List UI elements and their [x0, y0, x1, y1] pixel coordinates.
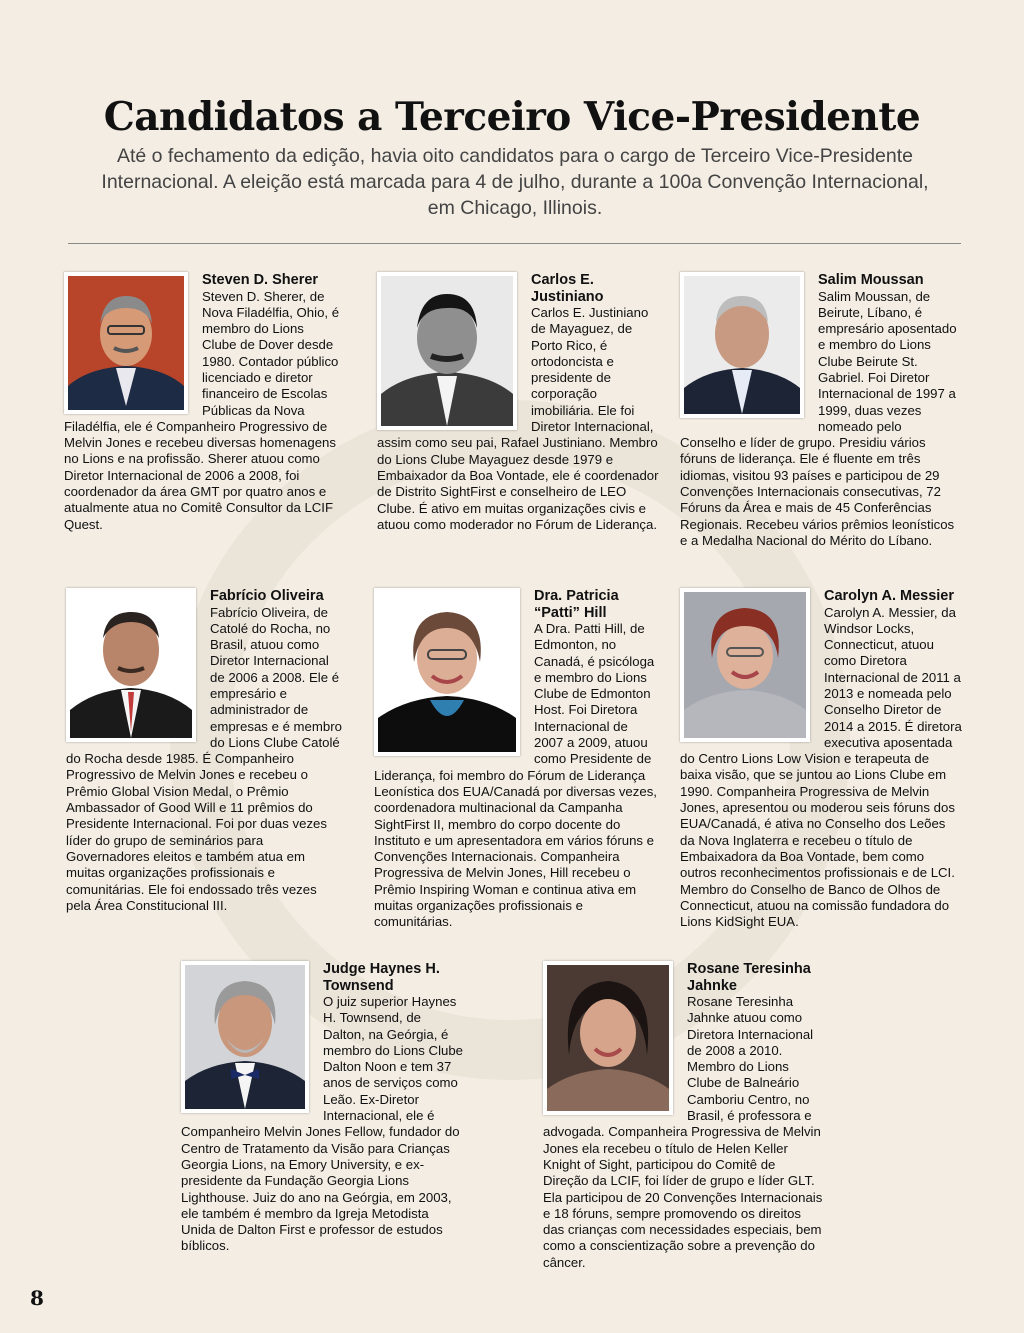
candidate-photo [64, 272, 188, 414]
candidate-bio: Rosane Teresinha Jahnke atuou como Diretora Internacional de 2008 a 2010. Membro do Lions Clube de Balneário Camboriu Centro, no Brasil, é professora e advogada. Companheira Progressiva de Melvin Jones ela recebeu o título de Helen Keller Knight of Sight, participou do Comitê de Direção da LCIF, foi líder de grupo e líder GLT. Ela participou de 20 Convenções Internacionais e 18 fóruns, sempre promovendo os direitos das crianças com necessidades especiais, bem como a conscientização sobre a prevenção do câncer. [543, 994, 823, 1270]
candidate-oliveira [66, 588, 342, 914]
candidate-photo [181, 961, 309, 1113]
page-subtitle: Até o fechamento da edição, havia oito candidatos para o cargo de Terceiro Vice-Presidente Internacional. A eleição está marcada para 4 de julho, durante a 100a Convenção Internacional, em Chicago, Illinois. [101, 145, 929, 219]
candidate-photo [374, 588, 520, 756]
candidate-bio: Carolyn A. Messier, da Windsor Locks, Connecticut, atuou como Diretora Internacional de 2011 a 2013 e nomeada pelo Conselho Diretor de 2014 a 2015. É diretora executiva aposentada do Centro Lions Low Vision e terapeuta de baixa visão, que se juntou ao Lions Clube em 1990. Companheira Progressiva de Melvin Jones, apresentou ou moderou seis fóruns dos EUA/Canadá, é ativa no Conselho dos Leões da Nova Inglaterra e recebeu o título de Embaixadora da Boa Vontade, bem como outros reconhecimentos profissionais e de LCI. Membro do Conselho de Banco de Olhos de Connecticut, atuou na comissão fundadora do Lions KidSight EUA. [680, 604, 962, 930]
candidate-bio: Carlos E. Justiniano de Mayaguez, de Porto Rico, é ortodoncista e presidente de corporação imobiliária. Ele foi Diretor Internacional, assim como seu pai, Rafael Justiniano. Membro do Lions Clube Mayaguez desde 1979 e Embaixador da Boa Vontade, ele é coordenador de Distrito SightFirst e conselheiro de LEO Clube. É ativo em muitas organizações civis e atuou como moderador no Fórum de Liderança. [377, 305, 659, 532]
page-title: Candidatos a Terceiro Vice-Presidente [103, 94, 921, 140]
candidate-photo [377, 272, 517, 430]
candidate-name: Rosane Teresinha Jahnke [687, 961, 811, 994]
candidate-justiniano [377, 272, 659, 533]
candidate-photo [66, 588, 196, 742]
candidate-hill [374, 588, 659, 931]
candidate-name: Dra. Patricia “Patti” Hill [534, 588, 619, 621]
candidate-bio: Steven D. Sherer, de Nova Filadélfia, Ohio, é membro do Lions Clube de Dover desde 1980. Contador público licenciado e diretor financeiro de Escolas Públicas da Nova Filadélfia, ele é Companheiro Progressivo de Melvin Jones e recebeu diversas homenagens no Lions e na profissão. Sherer atuou como Diretor Internacional de 2006 a 2008, foi coordenador da área GMT por quatro anos e atualmente atua no Comitê Consultor da LCIF Quest. [64, 288, 340, 532]
candidate-name: Carlos E. Justiniano [531, 272, 604, 305]
candidate-photo [543, 961, 673, 1115]
candidate-photo [680, 588, 810, 742]
divider [68, 243, 961, 244]
candidate-name: Judge Haynes H. Townsend [323, 961, 440, 994]
candidate-name: Carolyn A. Messier [824, 588, 955, 604]
candidate-bio: A Dra. Patti Hill, de Edmonton, no Canadá, é psicóloga e membro do Lions Clube de Edmonton Host. Foi Diretora Internacional de 2007 a 2009, atuou como Presidente de Liderança, foi membro do Fórum de Liderança Leonística dos EUA/Canadá por diversas vezes, coordenadora multinacional da Campanha SightFirst II, membro do corpo docente do Instituto e um apresentadora em vários fóruns e Convenções Internacionais. Companheira Progressiva de Melvin Jones, Hill recebeu o Prêmio Inspiring Woman e continua ativa em muitas organizações profissionais e comunitárias. [374, 621, 657, 930]
candidate-bio: O juiz superior Haynes H. Townsend, de Dalton, na Geórgia, é membro do Lions Clube Dalton Noon e tem 37 anos de serviços como Leão. Ex-Diretor Internacional, ele é Companheiro Melvin Jones Fellow, fundador do Centro de Tratamento da Visão para Crianças Georgia Lions, na Emory University, e ex-presidente da Fundação Georgia Lions Lighthouse. Juiz do ano na Geórgia, em 2003, ele também é membro da Igreja Metodista Unida de Dalton First e professor de estudos bíblicos. [181, 994, 464, 1254]
candidate-sherer [64, 272, 340, 533]
candidate-moussan [680, 272, 960, 549]
candidate-townsend [181, 961, 463, 1255]
page-number: 8 [30, 1286, 44, 1310]
candidate-bio: Salim Moussan, de Beirute, Líbano, é empresário aposentado e membro do Lions Clube Beirute St. Gabriel. Foi Diretor Internacional de 1997 a 1999, duas vezes nomeado pelo Conselho e líder de grupo. Presidiu vários fóruns de liderança. Ele é fluente em três idiomas, visitou 93 países e participou de 29 Convenções Internacionais consecutivas, 72 Fóruns da Área e mais de 45 Conferências Regionais. Recebeu vários prêmios leonísticos e a Medalha Nacional do Mérito do Líbano. [680, 288, 957, 548]
candidate-messier [680, 588, 962, 930]
candidate-bio: Fabrício Oliveira, de Catolé do Rocha, no Brasil, atuou como Diretor Internacional de 2006 a 2008. Ele é empresário e administrador de empresas e é membro do Lions Clube Catolé do Rocha desde 1985. É Companheiro Progressivo de Melvin Jones e recebeu o Prêmio Global Vision Medal, o Prêmio Ambassador of Good Will e 11 prêmios do Presidente Internacional. Foi por duas vezes líder do grupo de seminários para Governadores eleitos e também atua em muitas organizações profissionais e comunitárias. Ele foi endossado três vezes pela Área Constitucional III. [66, 604, 342, 913]
candidate-name: Steven D. Sherer [202, 272, 319, 288]
candidate-jahnke [543, 961, 823, 1271]
candidate-photo [680, 272, 804, 418]
candidate-name: Salim Moussan [818, 272, 924, 288]
candidate-name: Fabrício Oliveira [210, 588, 324, 604]
